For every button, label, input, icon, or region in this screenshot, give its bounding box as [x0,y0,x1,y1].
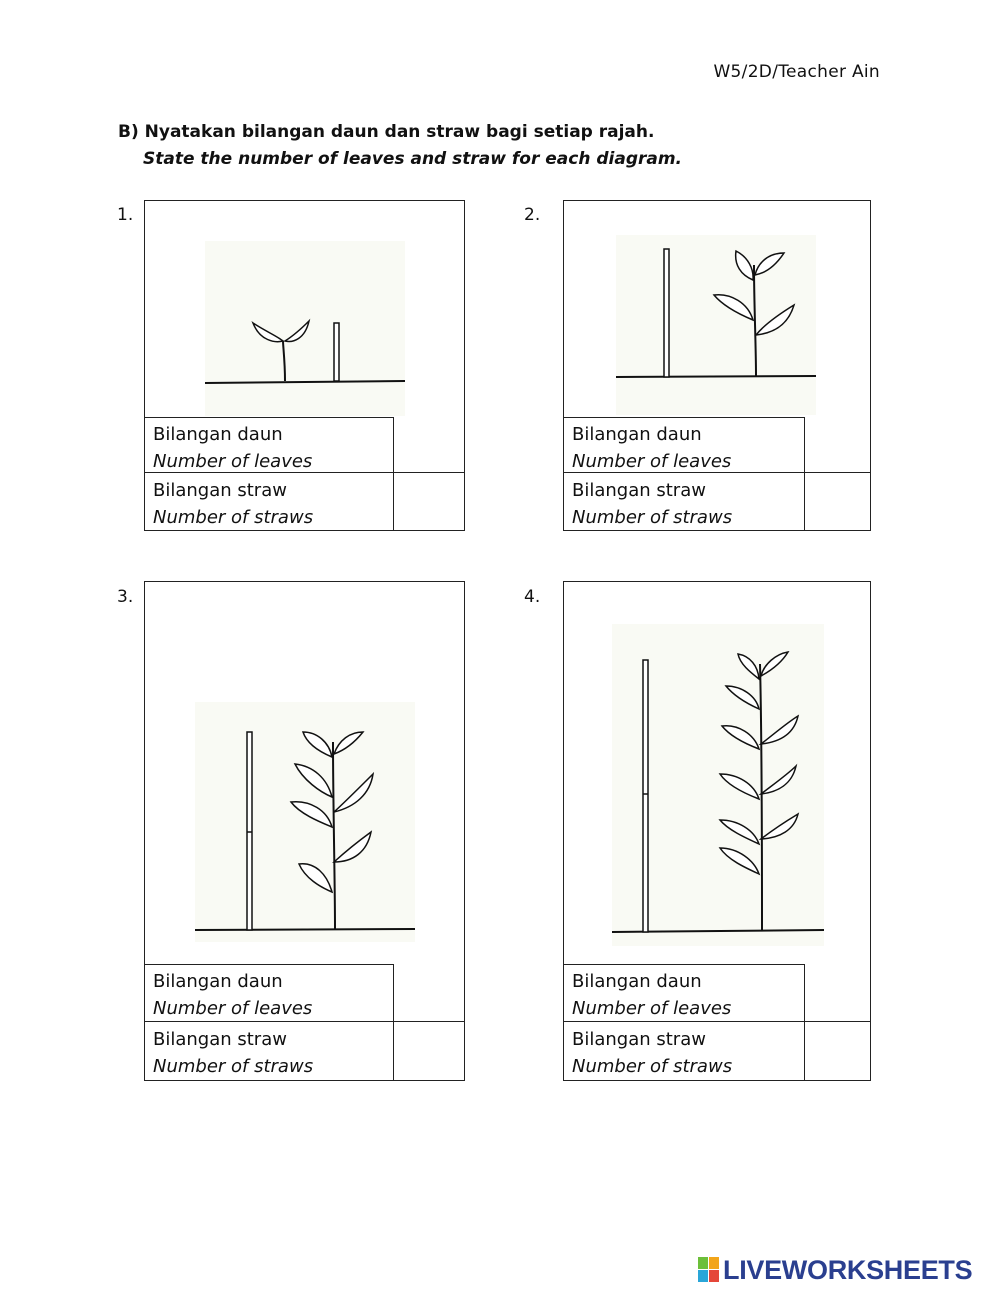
straws-label-malay: Bilangan straw [153,1029,287,1050]
question-number: 3. [117,587,134,607]
plant-illustration [145,201,464,418]
question-card-2 [563,200,871,531]
straws-answer-box[interactable] [393,1022,464,1080]
leaves-label-malay: Bilangan daun [572,424,702,445]
straws-answer-box[interactable] [393,473,464,530]
plant-drawing [612,624,824,946]
straws-label-malay: Bilangan straw [572,1029,706,1050]
question-number: 4. [524,587,541,607]
straws-label-malay: Bilangan straw [572,480,706,501]
question-card-3 [144,581,465,1081]
question-card-4 [563,581,871,1081]
straws-label-english: Number of straws [153,507,314,528]
straws-row [145,473,464,530]
leaves-answer-box[interactable] [804,964,870,1021]
leaves-row [564,417,870,473]
leaves-row [145,417,464,473]
teacher-code: W5/2D/Teacher Ain [713,62,880,82]
plant-drawing [205,241,405,416]
question-number: 1. [117,205,134,225]
leaves-label-malay: Bilangan daun [572,971,702,992]
leaves-label-english: Number of leaves [572,451,732,472]
straws-label-english: Number of straws [572,507,733,528]
instruction-malay: B) Nyatakan bilangan daun dan straw bagi setiap rajah. [118,122,655,142]
straws-answer-box[interactable] [804,473,870,530]
straws-label-english: Number of straws [153,1056,314,1077]
leaves-label-english: Number of leaves [572,998,732,1019]
straws-label-malay: Bilangan straw [153,480,287,501]
straws-row [564,473,870,530]
leaves-label-english: Number of leaves [153,998,313,1019]
plant-drawing [616,235,816,415]
leaves-label-malay: Bilangan daun [153,971,283,992]
leaves-label-malay: Bilangan daun [153,424,283,445]
leaves-row [145,964,464,1022]
straws-answer-box[interactable] [804,1022,870,1080]
logo-text: LIVEWORKSHEETS [723,1254,973,1285]
straws-row [564,1022,870,1080]
leaves-answer-box[interactable] [393,417,464,472]
question-number: 2. [524,205,541,225]
straws-label-english: Number of straws [572,1056,733,1077]
leaves-answer-box[interactable] [804,417,870,472]
leaves-row [564,964,870,1022]
straws-row [145,1022,464,1080]
liveworksheets-logo-icon [698,1257,720,1283]
plant-illustration [145,582,464,965]
leaves-answer-box[interactable] [393,964,464,1021]
question-card-1 [144,200,465,531]
plant-drawing [195,702,415,942]
plant-illustration [564,201,870,418]
leaves-label-english: Number of leaves [153,451,313,472]
liveworksheets-logo[interactable] [698,1255,972,1285]
instruction-english: State the number of leaves and straw for each diagram. [143,149,683,169]
plant-illustration [564,582,870,965]
